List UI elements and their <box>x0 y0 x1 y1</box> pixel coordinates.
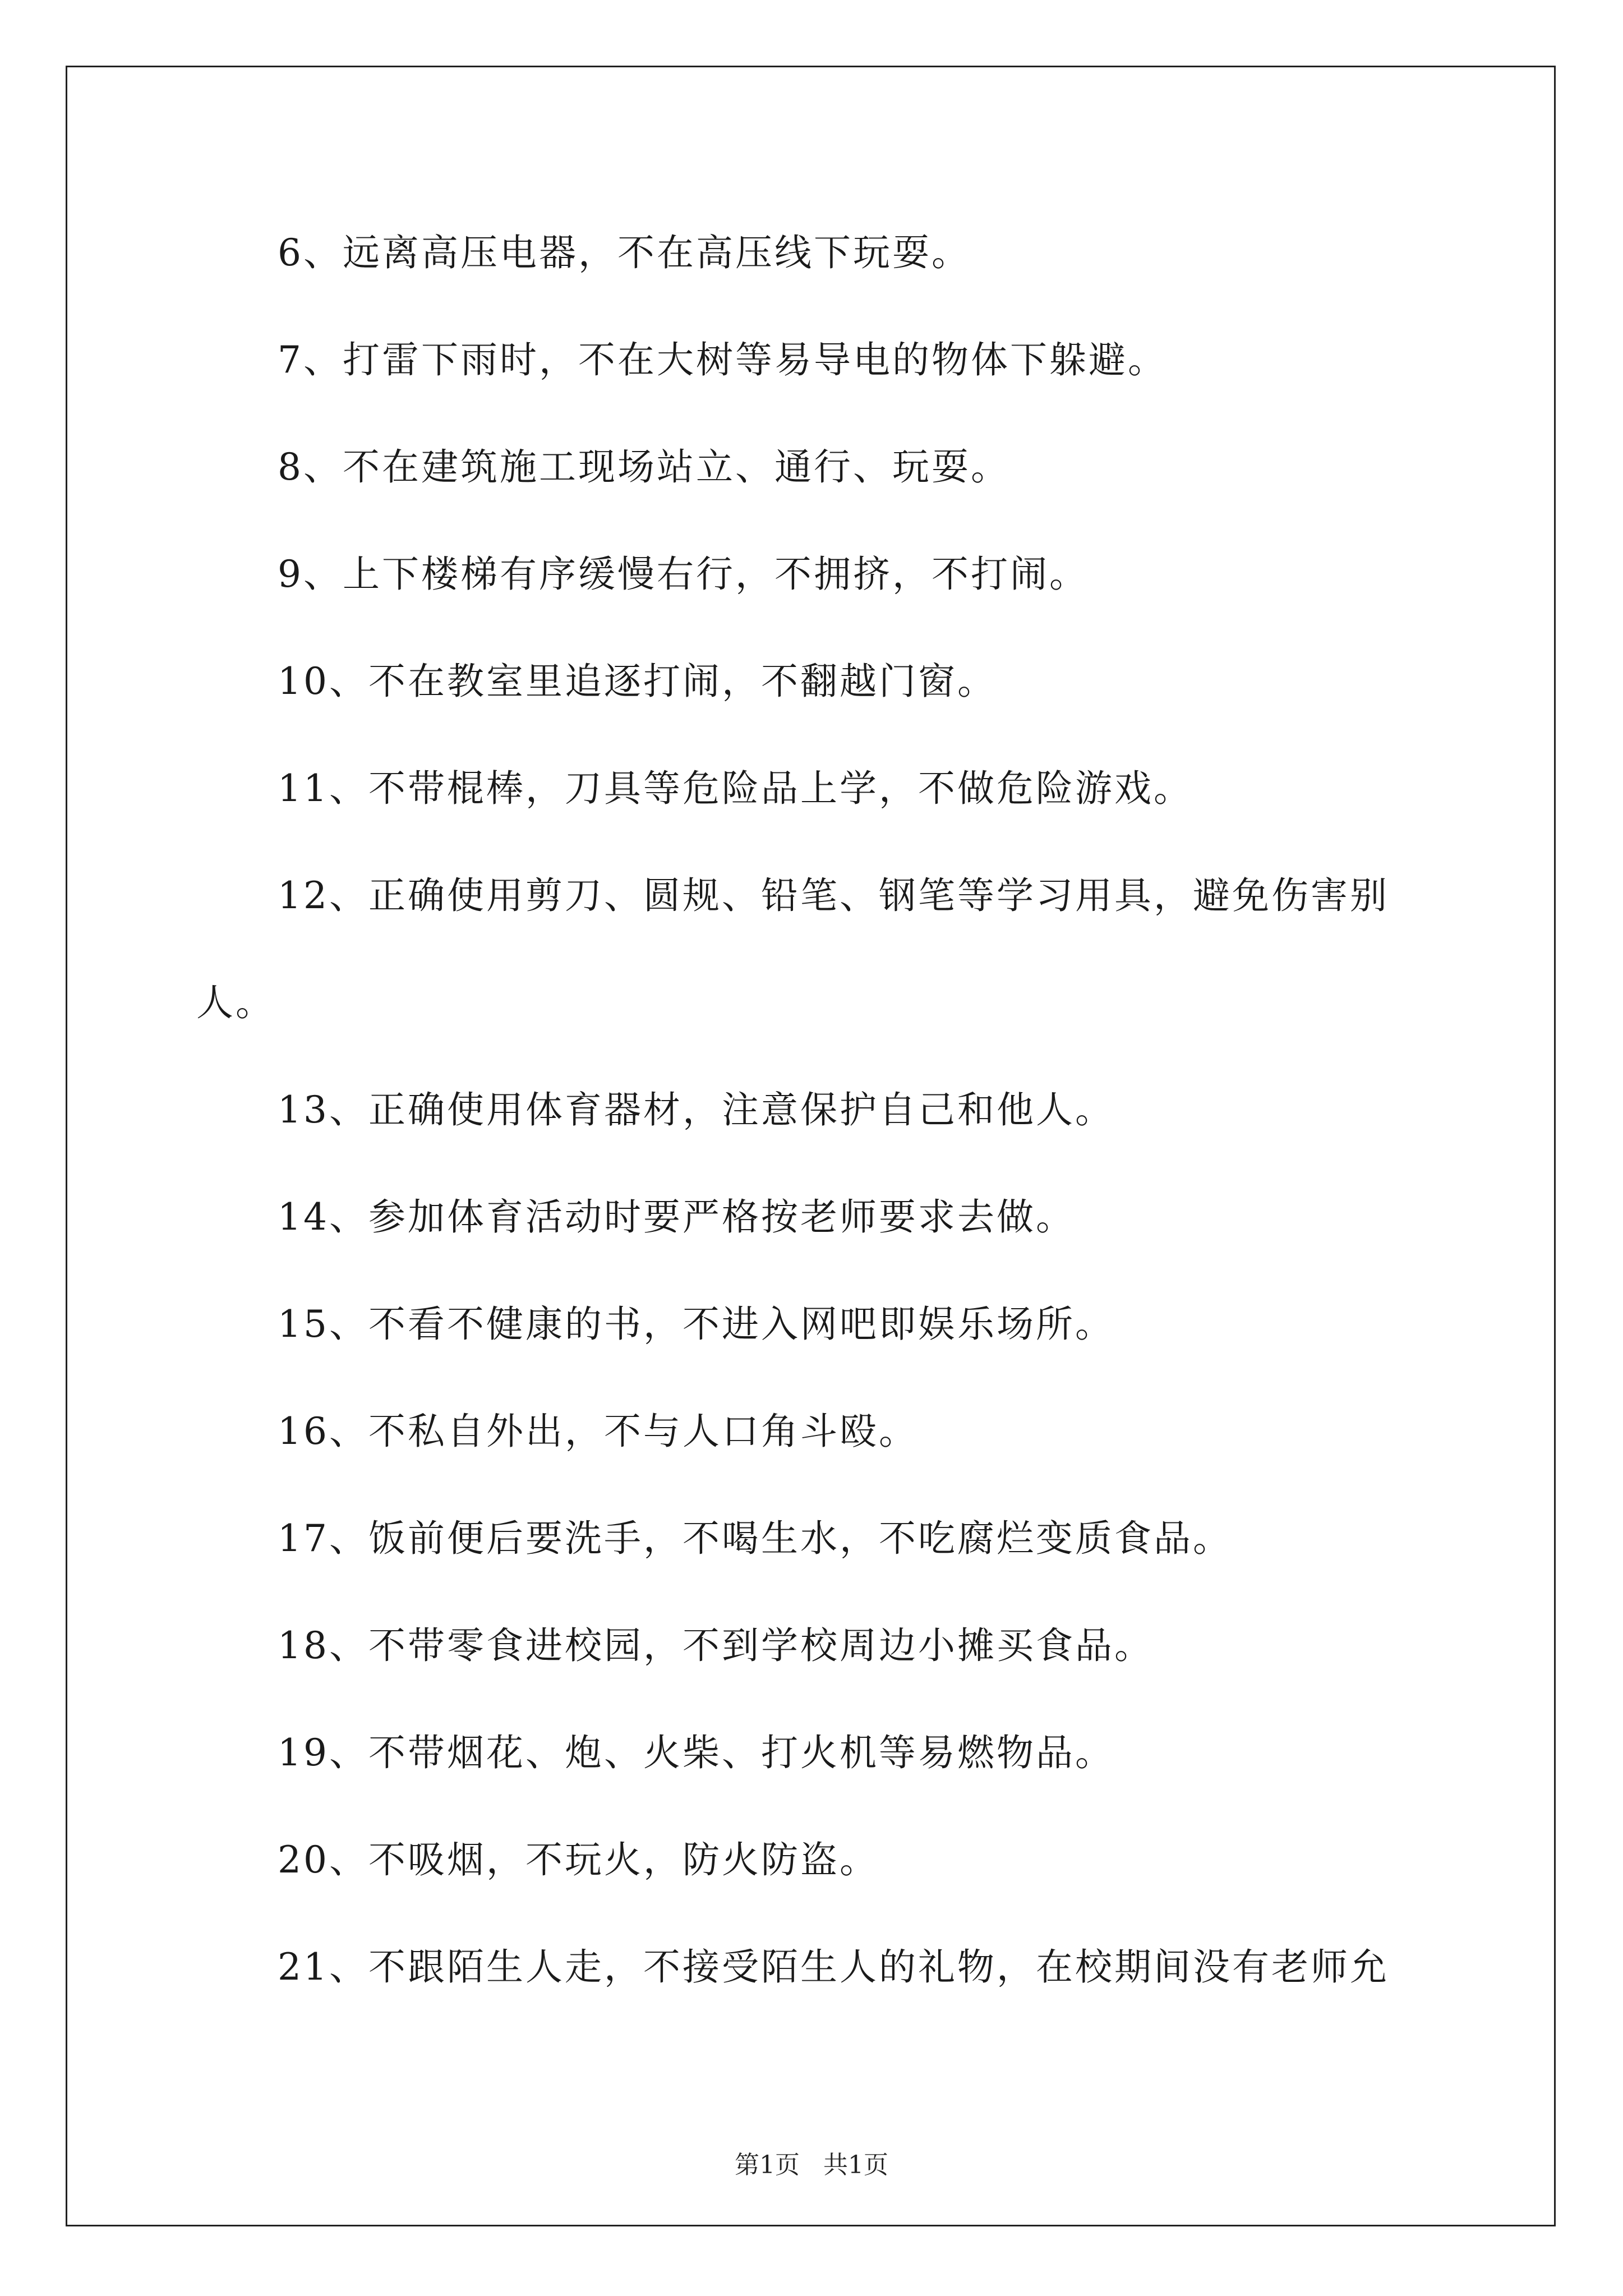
list-item: 21、不跟陌生人走，不接受陌生人的礼物，在校期间没有老师允 <box>278 1945 1389 1989</box>
list-item: 16、不私自外出，不与人口角斗殴。 <box>278 1410 918 1453</box>
list-item: 10、不在教室里追逐打闹，不翻越门窗。 <box>278 660 997 703</box>
list-item: 13、正确使用体育器材，注意保护自己和他人。 <box>278 1088 1114 1131</box>
list-item: 8、不在建筑施工现场站立、通行、玩耍。 <box>278 445 1010 489</box>
list-item: 20、不吸烟，不玩火，防火防盗。 <box>278 1838 879 1881</box>
list-item: 17、饭前便后要洗手，不喝生水，不吃腐烂变质食品。 <box>278 1517 1232 1560</box>
page-footer: 第1页 共1页 <box>735 2151 888 2179</box>
list-item: 9、上下楼梯有序缓慢右行，不拥挤，不打闹。 <box>278 553 1089 596</box>
list-item: 6、远离高压电器，不在高压线下玩耍。 <box>278 231 971 274</box>
list-item: 19、不带烟花、炮、火柴、打火机等易燃物品。 <box>278 1731 1114 1774</box>
list-item: 15、不看不健康的书，不进入网吧即娱乐场所。 <box>278 1303 1114 1346</box>
list-item: 7、打雷下雨时，不在大树等易导电的物体下躲避。 <box>278 338 1167 381</box>
list-item: 11、不带棍棒，刀具等危险品上学，不做危险游戏。 <box>278 767 1193 810</box>
list-item: 14、参加体育活动时要严格按老师要求去做。 <box>278 1195 1075 1239</box>
list-item: 18、不带零食进校园，不到学校周边小摊买食品。 <box>278 1624 1154 1667</box>
list-item: 12、正确使用剪刀、圆规、铅笔、钢笔等学习用具，避免伤害别 <box>278 874 1389 917</box>
list-item-continuation: 人。 <box>196 981 275 1024</box>
